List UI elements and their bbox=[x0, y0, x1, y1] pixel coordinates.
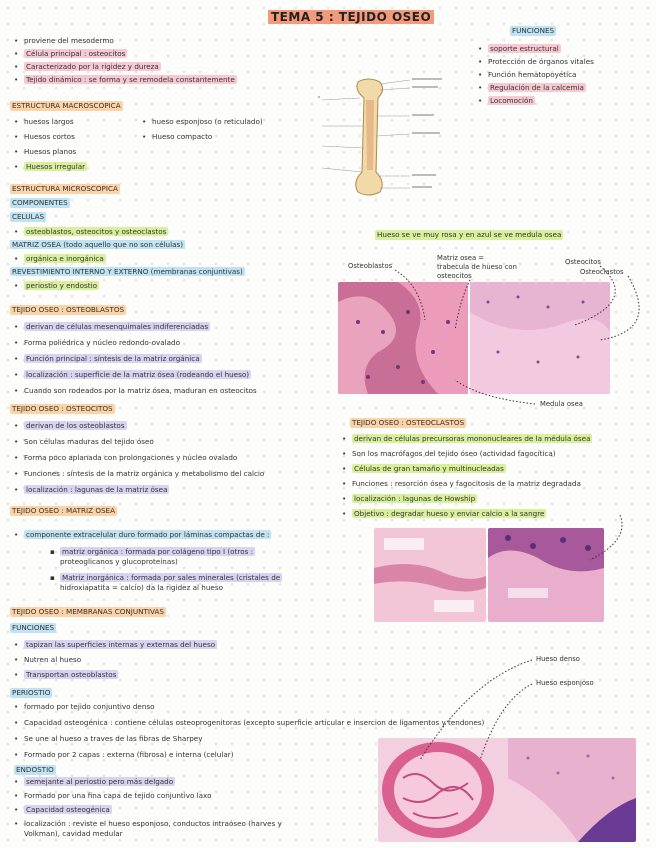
osteoblastos-heading: TEJIDO OSEO : OSTEOBLASTOS bbox=[12, 305, 125, 314]
label-medula: Medula osea bbox=[540, 400, 583, 408]
leader-hueso-esponjoso bbox=[480, 684, 532, 760]
micro-heading: ESTRUCTURA MICROSCOPICA bbox=[12, 184, 118, 193]
list-item: • Capacidad osteogénica bbox=[14, 805, 110, 814]
list-item: • osteoblastos, osteocitos y osteoclastos bbox=[14, 227, 167, 236]
list-item: • Función hematopoyética bbox=[478, 70, 577, 79]
label-hueso-esponjoso: Hueso esponjoso bbox=[536, 679, 594, 687]
list-item: • Cuando son rodeados por la matriz ósea, maduran en osteocitos bbox=[14, 386, 257, 395]
list-item: • Locomoción bbox=[478, 96, 533, 105]
label-hueso-denso: Hueso denso bbox=[536, 655, 580, 663]
funciones-heading: FUNCIONES bbox=[512, 26, 555, 35]
list-item: • orgánica e inorgánica bbox=[14, 254, 104, 263]
list-item: • Objetivo : degradar hueso y enviar calcio a la sangre bbox=[342, 509, 545, 518]
list-item: • localización : superficie de la matriz ósea (rodeando el hueso) bbox=[14, 370, 250, 379]
list-item: • hueso esponjoso (o reticulado) bbox=[142, 117, 263, 126]
celulas-heading: CELULAS bbox=[12, 212, 45, 221]
list-item: • Formado por 2 capas : externa (fibrosa) e interna (celular) bbox=[14, 750, 234, 759]
list-item: • Forma poco aplanada con prolongaciones y núcleo ovalado bbox=[14, 453, 238, 462]
label-osteoclastos: Osteoclastos bbox=[580, 268, 624, 276]
osteocitos-heading: TEJIDO OSEO : OSTEOCITOS bbox=[12, 404, 113, 413]
revestimiento-heading: REVESTIMIENTO INTERNO Y EXTERNO (membranas conjuntivas) bbox=[12, 267, 243, 276]
label-osteoblastos: Osteoblastos bbox=[348, 262, 393, 270]
list-item: • Funciones : resorción ósea y fagocitosis de la matriz degradada bbox=[342, 479, 581, 488]
list-item: ▪ matriz orgánica : formada por colágeno tipo I (otros : bbox=[50, 547, 254, 556]
list-item: • derivan de los osteoblastos bbox=[14, 421, 125, 430]
list-item: • localización : reviste el hueso esponjoso, conductos intraóseo (harves y bbox=[14, 819, 282, 828]
list-item: • Células de gran tamaño y multinucleadas bbox=[342, 464, 504, 473]
osteoclastos-heading: TEJIDO OSEO : OSTEOCLASTOS bbox=[352, 418, 465, 427]
list-item: • Huesos cortos bbox=[14, 132, 75, 141]
leader-matriz bbox=[455, 280, 470, 330]
list-item: • Protección de órganos vitales bbox=[478, 57, 594, 66]
list-item: • Funciones : síntesis de la matriz orgánica y metabolismo del calcio bbox=[14, 469, 265, 478]
list-item: • Son células maduras del tejido óseo bbox=[14, 437, 154, 446]
list-item: • tapizan las superficies internas y externas del hueso bbox=[14, 640, 216, 649]
list-item: • Caracterizado por la rigidez y dureza bbox=[14, 62, 159, 71]
list-item-cont: proteoglicanos y glucoproteínas) bbox=[60, 557, 178, 566]
list-item: • Regulación de la calcemia bbox=[478, 83, 584, 92]
matriz-heading: MATRIZ OSEA (todo aquello que no son células) bbox=[12, 240, 184, 249]
list-item: • Nutren al hueso bbox=[14, 655, 82, 664]
list-item: • derivan de células mesenquimales indiferenciadas bbox=[14, 322, 209, 331]
list-item: • formado por tejido conjuntivo denso bbox=[14, 702, 155, 711]
list-item: • Función principal : síntesis de la matriz orgánica bbox=[14, 354, 200, 363]
list-item: • Tejido dinámico : se forma y se remodela constantemente bbox=[14, 75, 235, 84]
list-item: • Forma poliédrica y núcleo redondo-ovalado bbox=[14, 338, 180, 347]
leader-osteocitos bbox=[575, 266, 615, 325]
leader-hueso-denso bbox=[420, 660, 532, 760]
label-matriz-1: Matriz osea = bbox=[437, 254, 485, 262]
list-item: • localización : lagunas de Howship bbox=[342, 494, 476, 503]
list-item: • proviene del mesodermo bbox=[14, 36, 114, 45]
macro-heading: ESTRUCTURA MACROSCOPICA bbox=[12, 101, 121, 110]
list-item: • huesos largos bbox=[14, 117, 74, 126]
list-item: • Son los macrófagos del tejido óseo (actividad fagocítica) bbox=[342, 449, 556, 458]
histology-caption: Hueso se ve muy rosa y en azul se ve medula osea bbox=[377, 230, 562, 239]
list-item-cont: Volkman), cavidad medular bbox=[24, 829, 123, 838]
list-item: • Se une al hueso a traves de las fibras de Sharpey bbox=[14, 734, 203, 743]
list-item: • Hueso compacto bbox=[142, 132, 213, 141]
periostio-heading: PERIOSTIO bbox=[12, 688, 51, 697]
list-item: ▪ Matriz inorgánica : formada por sales minerales (cristales de bbox=[50, 573, 281, 582]
list-item: • Formado por una fina capa de tejido conjuntivo laxo bbox=[14, 791, 212, 800]
label-matriz-3: osteocitos bbox=[437, 272, 472, 280]
label-osteocitos: Osteocitos bbox=[565, 258, 601, 266]
list-item: • localización : lagunas de la matriz ósea bbox=[14, 485, 168, 494]
page-title: TEMA 5 : TEJIDO OSEO bbox=[268, 10, 434, 24]
list-item: • Célula principal : osteocitos bbox=[14, 49, 126, 58]
list-item: • componente extracelular duro formado por láminas compactas de : bbox=[14, 530, 270, 539]
list-item: • soporte estructural bbox=[478, 44, 559, 53]
list-item-cont: hidroxiapatita = calcio) da la rigidez al hueso bbox=[60, 583, 223, 592]
list-item: • Huesos irregular bbox=[14, 162, 86, 171]
componentes-heading: COMPONENTES bbox=[12, 198, 68, 207]
endostio-heading: ENDOSTIO bbox=[16, 765, 54, 774]
leader-medula bbox=[455, 380, 535, 404]
list-item: • derivan de células precursoras mononucleares de la médula ósea bbox=[342, 434, 591, 443]
list-item: • Huesos planos bbox=[14, 147, 77, 156]
list-item: • Transportan osteoblastos bbox=[14, 670, 117, 679]
membranas-heading: TEJIDO OSEO : MEMBRANAS CONJUNTIVAS bbox=[12, 607, 164, 616]
matriz-heading-section: TEJIDO OSEO : MATRIZ OSEA bbox=[12, 506, 116, 515]
leader-osteoblastos bbox=[395, 270, 425, 320]
membranas-funciones: FUNCIONES bbox=[12, 623, 55, 632]
list-item: • periostio y endostio bbox=[14, 281, 98, 290]
list-item: • semejante al periostio pero más delgado bbox=[14, 777, 174, 786]
label-matriz-2: trabecula de hueso con bbox=[437, 263, 517, 271]
leader-osteoclast bbox=[590, 515, 622, 560]
list-item: • Capacidad osteogénica : contiene células osteoprogenitoras (excepto superficie articular e insercion de ligamentos y tendones) bbox=[14, 718, 485, 727]
